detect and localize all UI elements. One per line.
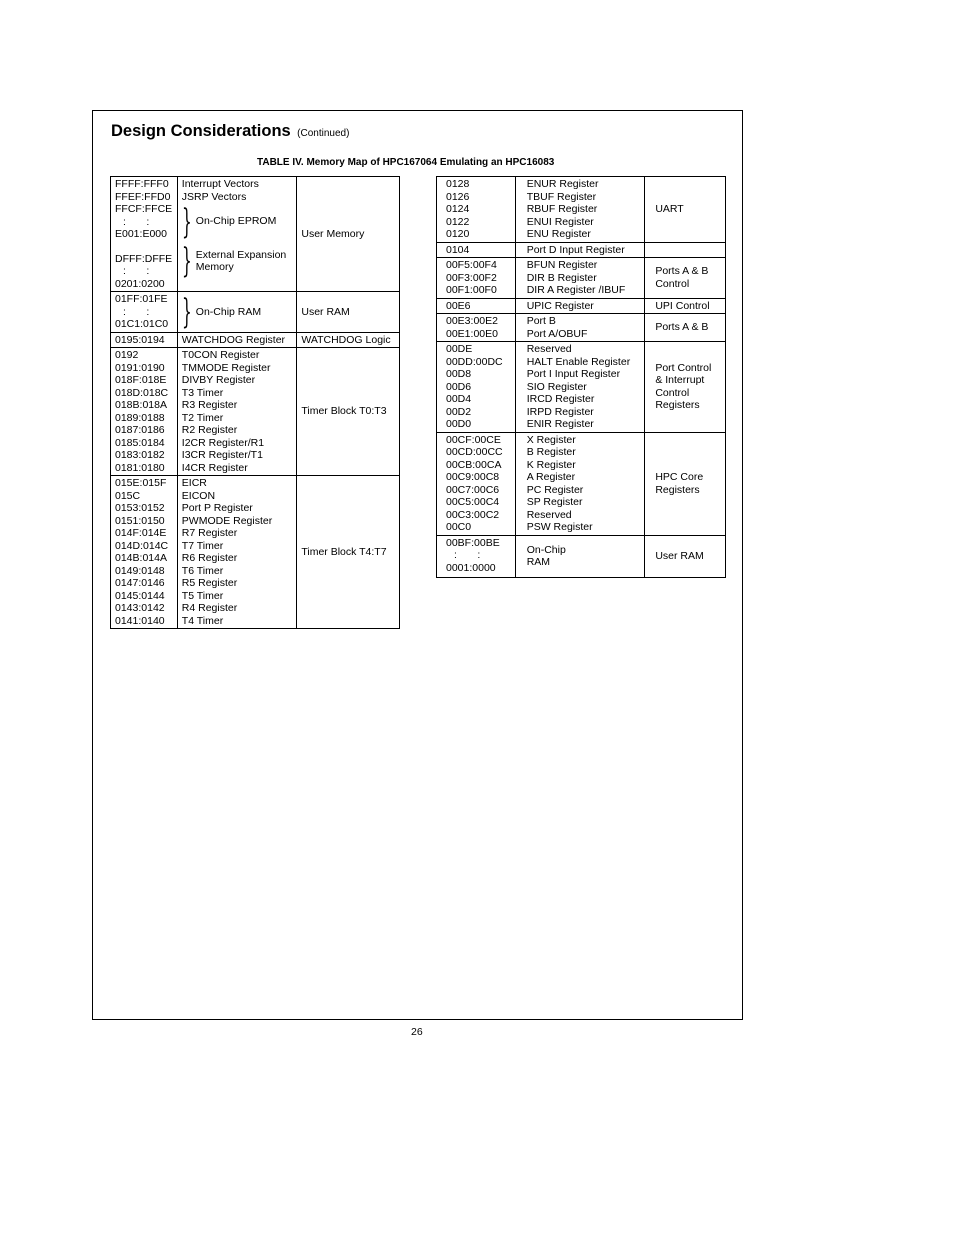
register-name: I2CR Register/R1: [181, 436, 265, 449]
register-name: Port A/OBUF: [526, 327, 588, 340]
register-name: Port P Register: [181, 502, 253, 514]
description-cell: [177, 177, 297, 292]
register-name: X Register: [526, 433, 576, 446]
description-cell: Port D Input Register: [515, 242, 645, 258]
address-value: 00C0: [446, 521, 472, 533]
address-value: 00CF:00CE: [446, 433, 501, 446]
register-name: TBUF Register: [526, 190, 597, 203]
register-name: TMMODE Register: [181, 361, 271, 374]
table-row-timer-t4-t7: [111, 476, 400, 629]
function-cell: [645, 342, 726, 433]
register-name: DIR B Register: [526, 271, 597, 284]
address-value: 0151:0150: [115, 514, 165, 527]
table-row-upi: [437, 298, 726, 314]
memory-map-table-left: [110, 176, 400, 629]
address-value: 00D0: [446, 418, 472, 430]
address-value: 0183:0182: [115, 449, 165, 461]
address-value: 00F3:00F2: [446, 271, 497, 284]
address-value: 0187:0186: [115, 424, 165, 436]
address-value: 01FF:01FE: [115, 293, 168, 305]
table-row-ports-ab: [437, 314, 726, 342]
address-value: 00F1:00F0: [446, 284, 497, 296]
address-value: 018D:018C: [115, 386, 169, 399]
register-name: Port B: [526, 315, 556, 327]
register-name: B Register: [526, 446, 576, 458]
address-value: 0128: [446, 178, 470, 190]
right-brace-icon: }: [181, 201, 192, 242]
description-cell: [177, 348, 297, 476]
description-cell: [515, 342, 645, 433]
register-name: IRCD Register: [526, 393, 595, 405]
register-name: T0CON Register: [181, 349, 260, 361]
function-cell: UART: [645, 177, 726, 243]
address-value: 00E1:00E0: [446, 327, 498, 340]
address-value: 0126: [446, 190, 470, 203]
table-row-watchdog: [111, 332, 400, 348]
register-name: ENUI Register: [526, 215, 594, 228]
address-value: DFFF:DFFE: [115, 252, 173, 265]
address-value: 0189:0188: [115, 411, 165, 424]
address-value: 0143:0142: [115, 602, 165, 614]
register-name: Reserved: [526, 508, 572, 521]
right-brace-icon: }: [181, 291, 192, 332]
register-name: EICON: [181, 489, 216, 502]
address-value: 00C9:00C8: [446, 471, 500, 483]
brace-label: On-Chip RAM: [195, 305, 262, 318]
description-cell: [515, 314, 645, 342]
address-value: 0001:0000: [446, 561, 496, 574]
address-value: 0201:0200: [115, 277, 165, 290]
table-caption: TABLE IV. Memory Map of HPC167064 Emulating an HPC16083: [257, 157, 555, 168]
address-value: 0181:0180: [115, 461, 165, 474]
address-value: FFEF:FFD0: [115, 190, 171, 203]
register-name: Port I Input Register: [526, 368, 621, 380]
function-cell: WATCHDOG Logic: [297, 332, 400, 348]
table-row-uart: [437, 177, 726, 243]
address-ellipsis: : :: [123, 265, 150, 277]
function-label: Control: [655, 277, 690, 290]
register-name: T5 Timer: [181, 589, 224, 602]
table-row-port-d: [437, 242, 726, 258]
address-cell: [111, 476, 178, 629]
register-name: I4CR Register: [181, 461, 248, 474]
description-cell: WATCHDOG Register: [177, 332, 297, 348]
register-name: PC Register: [526, 483, 584, 496]
address-value: 00DD:00DC: [446, 355, 503, 368]
address-value: 00CD:00CC: [446, 446, 503, 458]
address-value: 0120: [446, 228, 470, 240]
address-cell: 0104: [437, 242, 516, 258]
register-name: DIVBY Register: [181, 374, 256, 386]
table-row-user-memory: [111, 177, 400, 292]
function-label: Control: [655, 386, 690, 399]
address-cell: [111, 292, 178, 333]
register-name: K Register: [526, 458, 576, 471]
address-value: 014B:014A: [115, 552, 167, 564]
register-name: ENU Register: [526, 228, 591, 240]
memory-map-table-right: [436, 176, 726, 578]
register-name: SP Register: [526, 496, 583, 508]
address-cell: [437, 258, 516, 299]
register-name: JSRP Vectors: [181, 190, 247, 203]
register-name: T2 Timer: [181, 411, 224, 424]
function-cell: Ports A & B: [645, 314, 726, 342]
address-value: FFCF:FFCE: [115, 203, 173, 215]
ram-brace-group: [182, 293, 297, 330]
address-value: 0153:0152: [115, 502, 165, 514]
register-name: IRPD Register: [526, 405, 594, 418]
eprom-brace-group: [182, 203, 297, 240]
address-value: 00E3:00E2: [446, 315, 498, 327]
address-cell: [437, 432, 516, 535]
register-name: Reserved: [526, 343, 572, 355]
register-name: RAM: [526, 556, 551, 569]
function-cell: Timer Block T4:T7: [297, 476, 400, 629]
address-value: 01C1:01C0: [115, 318, 169, 330]
function-cell: UPI Control: [645, 298, 726, 314]
register-name: On-Chip: [526, 543, 566, 556]
register-name: R5 Register: [181, 577, 238, 589]
function-label: & Interrupt: [655, 374, 705, 387]
table-row-ports-ab-control: [437, 258, 726, 299]
address-value: 0124: [446, 203, 470, 215]
function-label: Registers: [655, 483, 700, 496]
register-name: T6 Timer: [181, 564, 224, 577]
address-value: 0141:0140: [115, 614, 165, 627]
description-cell: [515, 258, 645, 299]
address-cell: [437, 314, 516, 342]
address-value: 0149:0148: [115, 564, 165, 577]
register-name: R6 Register: [181, 552, 238, 564]
register-name: T7 Timer: [181, 539, 224, 552]
address-value: 014D:014C: [115, 539, 169, 552]
address-value: 00CB:00CA: [446, 458, 502, 471]
register-name: Interrupt Vectors: [181, 178, 259, 190]
address-value: 00D2: [446, 405, 472, 418]
address-value: 0192: [115, 349, 139, 361]
address-value: 0185:0184: [115, 436, 165, 449]
register-name: R3 Register: [181, 399, 238, 411]
address-ellipsis: : :: [123, 215, 150, 228]
address-value: 0147:0146: [115, 577, 165, 589]
description-cell: [177, 292, 297, 333]
address-value: 00BF:00BE: [446, 536, 500, 549]
address-ellipsis: : :: [454, 549, 481, 561]
function-cell: User RAM: [645, 535, 726, 578]
address-value: 00D6: [446, 380, 472, 393]
register-name: EICR: [181, 477, 207, 489]
address-value: 00D8: [446, 368, 472, 380]
function-label: Port Control: [655, 361, 712, 374]
address-cell: [437, 535, 516, 578]
heading-suffix: (Continued): [297, 128, 350, 139]
address-value: E001:E000: [115, 228, 167, 240]
register-name: ENUR Register: [526, 178, 599, 190]
table-row-user-ram: [437, 535, 726, 578]
address-cell: [111, 348, 178, 476]
description-cell: [515, 432, 645, 535]
address-value: 018F:018E: [115, 374, 167, 386]
register-name: BFUN Register: [526, 259, 598, 271]
register-name: I3CR Register/T1: [181, 449, 263, 461]
function-cell: User Memory: [297, 177, 400, 292]
address-cell: [437, 177, 516, 243]
address-cell: [111, 177, 178, 292]
table-row-timer-t0-t3: [111, 348, 400, 476]
section-heading: [111, 122, 349, 141]
function-label: Ports A & B: [655, 265, 709, 278]
address-value: 00C5:00C4: [446, 496, 500, 508]
function-label: HPC Core: [655, 471, 704, 483]
brace-label: Memory: [195, 261, 234, 273]
function-cell: [645, 242, 726, 258]
register-name: ENIR Register: [526, 418, 594, 430]
right-brace-icon: }: [181, 241, 192, 281]
function-cell: User RAM: [297, 292, 400, 333]
address-value: 0145:0144: [115, 589, 165, 602]
register-name: A Register: [526, 471, 576, 483]
address-value: 015E:015F: [115, 477, 167, 489]
register-name: R7 Register: [181, 527, 238, 539]
address-value: 0122: [446, 215, 470, 228]
function-label: Registers: [655, 399, 700, 412]
heading-title: Design Considerations: [111, 122, 291, 140]
address-cell: 0195:0194: [111, 332, 178, 348]
register-name: R4 Register: [181, 602, 238, 614]
register-name: SIO Register: [526, 380, 587, 393]
register-name: PWMODE Register: [181, 514, 273, 527]
register-name: R2 Register: [181, 424, 238, 436]
address-value: 015C: [115, 489, 141, 502]
address-cell: [437, 342, 516, 433]
address-value: 00DE: [446, 343, 473, 355]
table-row-hpc-core: [437, 432, 726, 535]
address-value: 018B:018A: [115, 399, 167, 411]
address-value: 00C3:00C2: [446, 508, 500, 521]
description-cell: [177, 476, 297, 629]
description-cell: [515, 177, 645, 243]
address-value: 014F:014E: [115, 527, 167, 539]
address-value: 0191:0190: [115, 361, 165, 374]
register-name: PSW Register: [526, 521, 593, 533]
brace-label: External Expansion: [195, 248, 287, 261]
register-name: T4 Timer: [181, 614, 224, 627]
register-name: RBUF Register: [526, 203, 598, 215]
function-cell: [645, 432, 726, 535]
register-name: HALT Enable Register: [526, 355, 631, 368]
register-name: T3 Timer: [181, 386, 224, 399]
address-value: 00F5:00F4: [446, 259, 497, 271]
address-ellipsis: : :: [123, 305, 150, 318]
description-cell: [515, 535, 645, 578]
address-value: 00D4: [446, 393, 472, 405]
brace-label: On-Chip EPROM: [195, 215, 277, 228]
table-row-user-ram: [111, 292, 400, 333]
address-value: FFFF:FFF0: [115, 178, 169, 190]
description-cell: UPIC Register: [515, 298, 645, 314]
register-name: DIR A Register /IBUF: [526, 284, 626, 296]
address-cell: 00E6: [437, 298, 516, 314]
function-cell: [645, 258, 726, 299]
table-row-port-control: [437, 342, 726, 433]
function-cell: Timer Block T0:T3: [297, 348, 400, 476]
page-number: 26: [411, 1026, 423, 1038]
expansion-brace-group: [182, 242, 297, 280]
address-value: 00C7:00C6: [446, 483, 500, 496]
